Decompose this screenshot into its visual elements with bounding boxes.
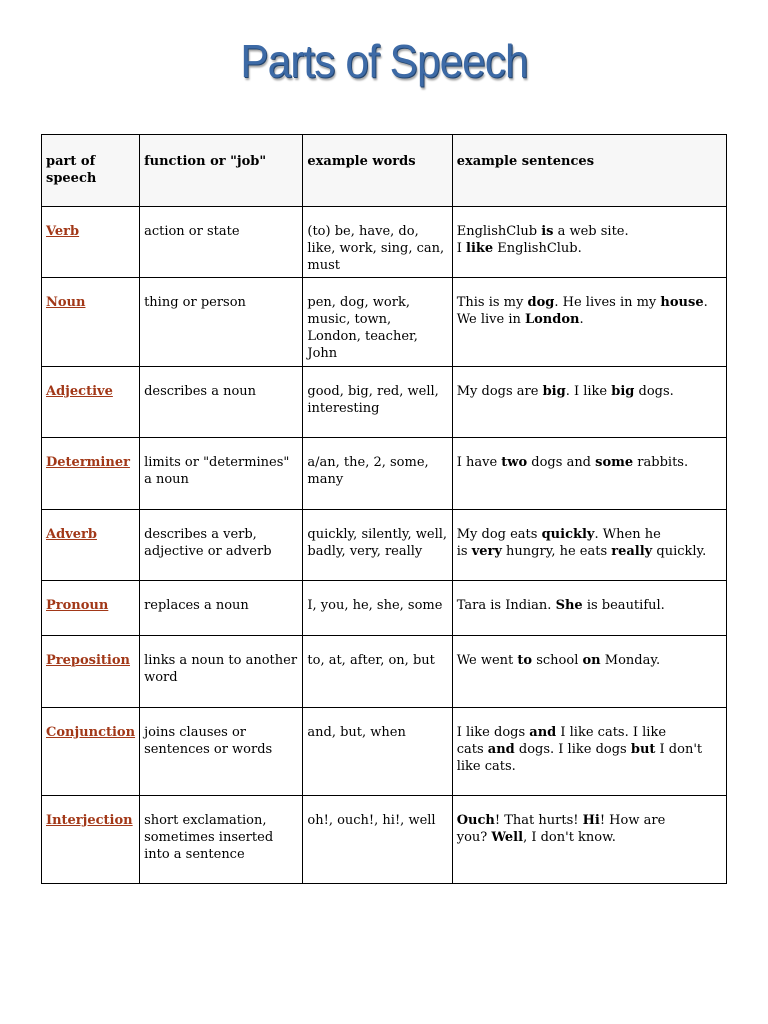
header-example-sentences: example sentences	[452, 135, 726, 207]
function-cell: describes a noun	[140, 367, 303, 438]
example-sentence-cell: This is my dog. He lives in my house. We live in London.	[452, 278, 726, 367]
table-row	[42, 636, 727, 708]
part-cell	[42, 510, 140, 581]
part-cell	[42, 581, 140, 636]
example-sentence-cell: I have two dogs and some rabbits.	[452, 438, 726, 510]
table-row	[42, 278, 727, 367]
parts-of-speech-table	[41, 134, 727, 884]
header-function: function or "job"	[140, 135, 303, 207]
example-words-cell: a/an, the, 2, some, many	[303, 438, 452, 510]
part-cell	[42, 438, 140, 510]
part-of-speech-link[interactable]: Verb	[46, 224, 80, 239]
part-of-speech-link[interactable]: Conjunction	[46, 725, 136, 740]
table-row	[42, 581, 727, 636]
table-row	[42, 708, 727, 796]
function-cell: joins clauses or sentences or words	[140, 708, 303, 796]
example-words-cell: and, but, when	[303, 708, 452, 796]
example-sentence-cell: We went to school on Monday.	[452, 636, 726, 708]
example-sentence-cell: Tara is Indian. She is beautiful.	[452, 581, 726, 636]
part-of-speech-link[interactable]: Adjective	[46, 384, 113, 399]
table-row	[42, 207, 727, 278]
example-sentence-cell: Ouch! That hurts! Hi! How are you? Well, I don't know.	[452, 796, 726, 884]
part-cell	[42, 278, 140, 367]
example-words-cell: to, at, after, on, but	[303, 636, 452, 708]
example-words-cell: pen, dog, work, music, town, London, teacher, John	[303, 278, 452, 367]
table-row	[42, 796, 727, 884]
function-cell: action or state	[140, 207, 303, 278]
function-cell: thing or person	[140, 278, 303, 367]
table-header-row	[42, 135, 727, 207]
function-cell: limits or "determines" a noun	[140, 438, 303, 510]
example-words-cell: I, you, he, she, some	[303, 581, 452, 636]
function-cell: links a noun to another word	[140, 636, 303, 708]
example-words-cell: good, big, red, well, interesting	[303, 367, 452, 438]
part-cell	[42, 796, 140, 884]
example-words-cell: (to) be, have, do, like, work, sing, can, must	[303, 207, 452, 278]
header-part-of-speech: part of speech	[42, 135, 140, 207]
table-row	[42, 367, 727, 438]
part-cell	[42, 207, 140, 278]
part-of-speech-link[interactable]: Noun	[46, 295, 86, 310]
table-body	[42, 135, 727, 884]
header-example-words: example words	[303, 135, 452, 207]
example-sentence-cell: EnglishClub is a web site. I like EnglishClub.	[452, 207, 726, 278]
example-words-cell: oh!, ouch!, hi!, well	[303, 796, 452, 884]
function-cell: describes a verb, adjective or adverb	[140, 510, 303, 581]
part-cell	[42, 367, 140, 438]
function-cell: short exclamation, sometimes inserted into a sentence	[140, 796, 303, 884]
part-cell	[42, 708, 140, 796]
example-sentence-cell: My dogs are big. I like big dogs.	[452, 367, 726, 438]
part-of-speech-link[interactable]: Interjection	[46, 813, 133, 828]
part-of-speech-link[interactable]: Pronoun	[46, 598, 109, 613]
page-title: Parts of Speech	[240, 35, 528, 87]
part-cell	[42, 636, 140, 708]
example-sentence-cell: My dog eats quickly. When he is very hungry, he eats really quickly.	[452, 510, 726, 581]
table-row	[42, 438, 727, 510]
part-of-speech-link[interactable]: Preposition	[46, 653, 130, 668]
example-words-cell: quickly, silently, well, badly, very, really	[303, 510, 452, 581]
part-of-speech-link[interactable]: Adverb	[46, 527, 97, 542]
part-of-speech-link[interactable]: Determiner	[46, 455, 130, 470]
function-cell: replaces a noun	[140, 581, 303, 636]
example-sentence-cell: I like dogs and I like cats. I like cats and dogs. I like dogs but I don't like cats.	[452, 708, 726, 796]
table-row	[42, 510, 727, 581]
